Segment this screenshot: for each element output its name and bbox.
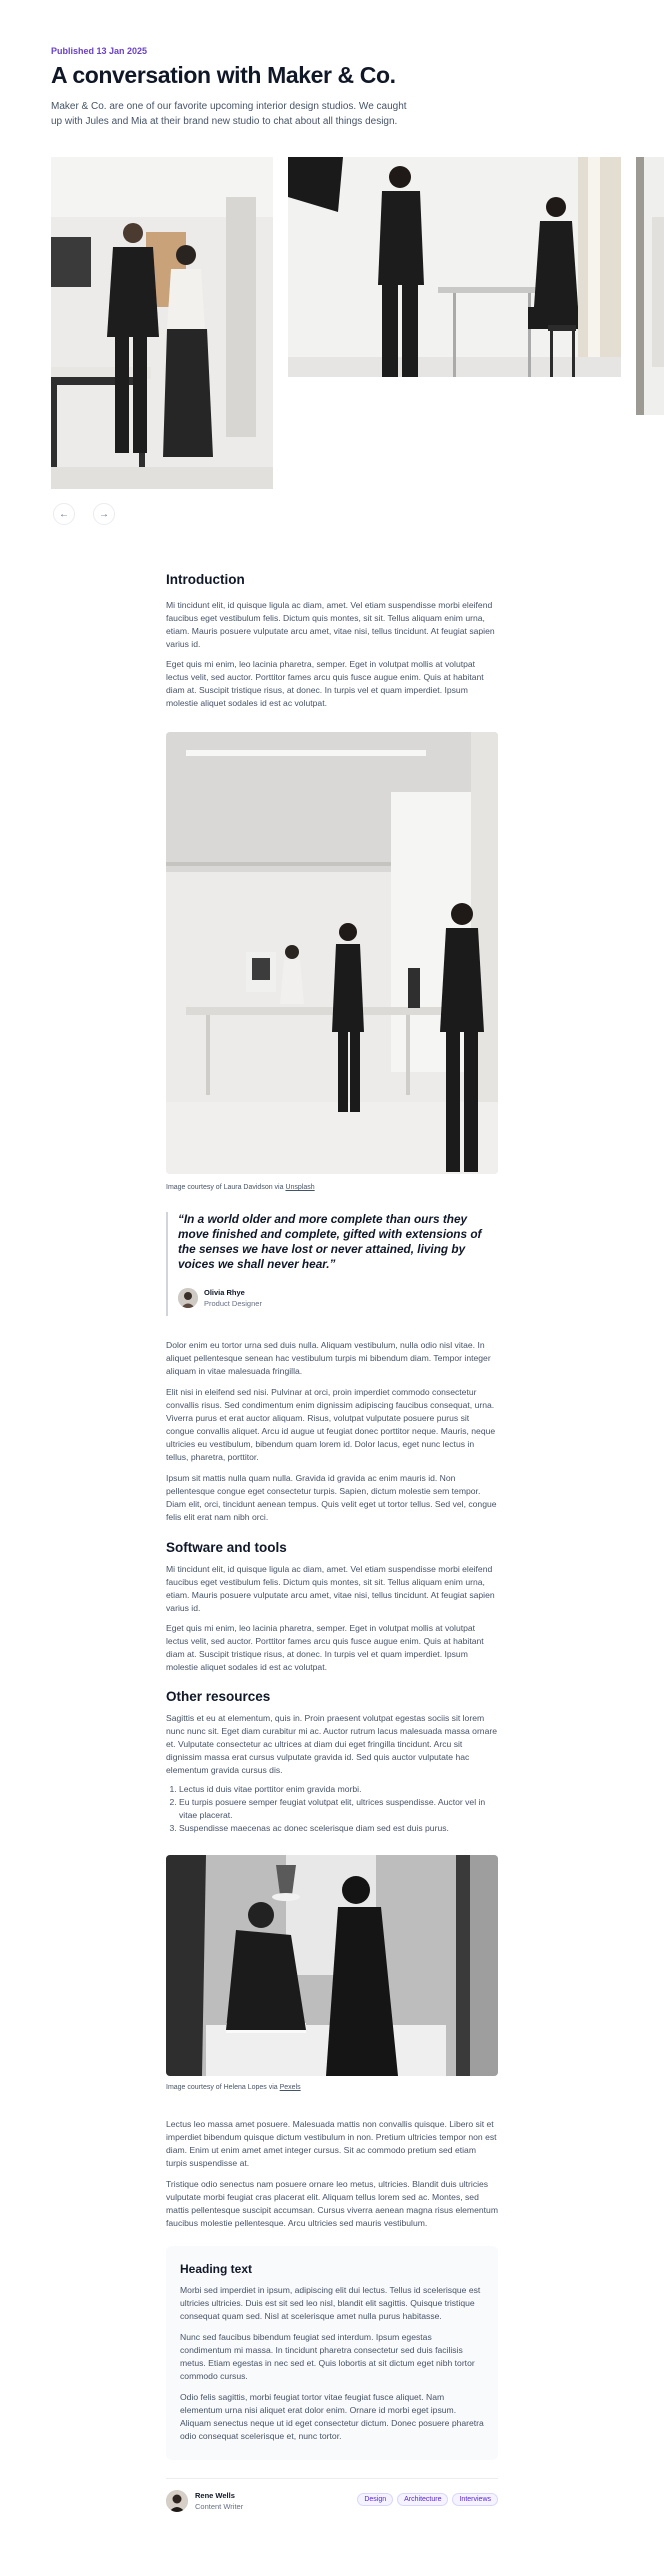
caption-link-pexels[interactable]: Pexels bbox=[279, 2084, 301, 2091]
paragraph: Odio felis sagittis, morbi feugiat tortor vitae feugiat fusce aliquet. Nam elementum urna nisi aliquet erat dolor enim. Ornare id morbi eget ipsum. Aliquam senectus neque ut id eget consectetur dictum. Donec posuere pharetra odio consequat scelerisque et, nunc tortor. bbox=[180, 2392, 484, 2441]
paragraph: Dolor enim eu tortor urna sed duis nulla. Aliquam vestibulum, nulla odio nisl vitae. In aliquet pellentesque senean hac vestibulum turpis mi bibendum diam. Tempor integer aliquam in vitae malesuada fringilla. bbox=[166, 1340, 491, 1376]
callout-box bbox=[166, 2246, 498, 2460]
arrow-left-icon: ← bbox=[59, 508, 69, 520]
author-role: Content Writer bbox=[195, 2502, 244, 2511]
pull-quote bbox=[166, 1212, 498, 1316]
author-name: Rene Wells bbox=[195, 2491, 235, 2500]
section-heading-software: Software and tools bbox=[166, 1540, 287, 1555]
page-title: A conversation with Maker & Co. bbox=[51, 62, 396, 88]
paragraph: Nunc sed faucibus bibendum feugiat sed interdum. Ipsum egestas condimentum mi massa. In tincidunt pharetra consectetur sed duis facilisis metus. Etiam egestas in nec sed et. Quis lobortis at sit dictum eget nibh tortor commodo cursus. bbox=[180, 2332, 475, 2381]
tag-architecture[interactable]: Architecture bbox=[397, 2493, 448, 2506]
image-caption: Image courtesy of Helena Lopes via Pexels bbox=[166, 2084, 301, 2091]
paragraph: Eget quis mi enim, leo lacinia pharetra, semper. Eget in volutpat mollis at volutpat lectus velit, sed auctor. Porttitor fames arcu quis fusce augue enim. Quis at habitant diam at. Suscipit tristique risus, at donec. In turpis vel et quam imperdiet. Ipsum molestie aliquet sodales id est ac volutpat. bbox=[166, 659, 484, 708]
published-date: Published 13 Jan 2025 bbox=[51, 46, 148, 56]
divider bbox=[166, 2478, 498, 2479]
ordered-list bbox=[166, 1783, 498, 1835]
carousel-image-1[interactable] bbox=[51, 157, 273, 489]
callout-heading: Heading text bbox=[180, 2262, 253, 2276]
quote-text: “In a world older and more complete than ours they move finished and complete, gifted with extensions of the senses we have lost or never attained, living by voices we shall never hear.” bbox=[178, 1212, 482, 1271]
paragraph: Mi tincidunt elit, id quisque ligula ac diam, amet. Vel etiam suspendisse morbi eleifend faucibus eget vestibulum felis. Dictum quis montes, sit sit. Tellus aliquam enim urna, etiam. Mauris posuere vulputate arcu amet, vitae nisi, tellus tincidunt. At feugiat sapien varius id. bbox=[166, 1564, 495, 1613]
image-carousel[interactable] bbox=[51, 157, 664, 489]
carousel-next-button[interactable] bbox=[93, 503, 115, 525]
arrow-right-icon: → bbox=[99, 508, 109, 520]
avatar bbox=[178, 1288, 198, 1308]
paragraph: Elit nisi in eleifend sed nisi. Pulvinar at orci, proin imperdiet commodo consectetur convallis risus. Sed condimentum enim dignissim adipiscing faucibus consequat, urna. Viverra purus et erat auctor aliquam. Risus, volutpat vulputate posuere purus sit congue convallis aliquet. Arcu id augue ut feugiat donec porttitor neque. Mauris, neque ultricies eu vestibulum, bibendum quam lorem id. Dolor lacus, eget nunc lectus in tellus, pharetra, porttitor. bbox=[166, 1387, 496, 1462]
paragraph: Lectus leo massa amet posuere. Malesuada mattis non convallis quisque. Libero sit et imperdiet bibendum quisque dictum vestibulum in non. Pretium ultricies tempor non est diam. Enim ut enim amet amet integer cursus. Sit ac commodo pretium sed etiam turpis suspendisse at. bbox=[166, 2119, 497, 2168]
paragraph: Sagittis et eu at elementum, quis in. Proin praesent volutpat egestas sociis sit lorem nunc nunc sit. Eget diam curabitur mi ac. Auctor rutrum lacus malesuada massa ornare et. Vulputate consectetur ac ultrices at diam dui eget fringilla tincidunt. Arcu sit dignissim massa erat cursus vulputate gravida id. Sed quis auctor vulputate hac elementum gravida cursus dis. bbox=[166, 1713, 498, 1775]
quote-author bbox=[178, 1288, 262, 1308]
list-item: 1. Lectus id duis vitae porttitor enim gravida morbi. bbox=[179, 1783, 498, 1796]
tag-list bbox=[357, 2493, 498, 2506]
paragraph: Tristique odio senectus nam posuere ornare leo metus, ultricies. Blandit duis ultricies vulputate morbi feugiat cras placerat elit. Aliquam tellus lorem sed ac. Montes, sed mattis pellentesque suscipit accumsan. Cursus viverra aenean magna risus elementum faucibus molestie pellentesque. Arcu ultricies sed mauris vestibulum. bbox=[166, 2179, 498, 2228]
caption-link-unsplash[interactable]: Unsplash bbox=[285, 1184, 315, 1191]
carousel-image-2[interactable] bbox=[288, 157, 621, 377]
paragraph: Mi tincidunt elit, id quisque ligula ac diam, amet. Vel etiam suspendisse morbi eleifend faucibus eget vestibulum felis. Dictum quis montes, sit sit. Tellus aliquam enim urna, etiam. Mauris posuere vulputate arcu amet, vitae nisi, tellus tincidunt. At feugiat sapien varius id. bbox=[166, 600, 495, 649]
tag-interviews[interactable]: Interviews bbox=[452, 2493, 498, 2506]
list-item: 2. Eu turpis posuere semper feugiat volutpat elit, ultrices suspendisse. Auctor vel in vitae placerat. bbox=[179, 1796, 498, 1822]
avatar bbox=[166, 2490, 188, 2512]
article-image-workshop bbox=[166, 1855, 498, 2076]
section-heading-resources: Other resources bbox=[166, 1689, 271, 1704]
article-image-studio bbox=[166, 732, 498, 1174]
carousel-prev-button[interactable] bbox=[53, 503, 75, 525]
article-author bbox=[166, 2490, 243, 2512]
intro-text: Maker & Co. are one of our favorite upcoming interior design studios. We caught up with Jules and Mia at their brand new studio to chat about all things design. bbox=[51, 101, 407, 127]
paragraph: Eget quis mi enim, leo lacinia pharetra, semper. Eget in volutpat mollis at volutpat lectus velit, sed auctor. Porttitor fames arcu quis fusce augue enim. Quis at habitant diam at. Suscipit tristique risus, at donec. In turpis vel et quam imperdiet. Ipsum molestie aliquet sodales id est ac volutpat. bbox=[166, 1623, 484, 1672]
paragraph: Morbi sed imperdiet in ipsum, adipiscing elit dui lectus. Tellus id scelerisque est ultricies ultricies. Duis est sit sed leo nisl, blandit elit sagittis. Quisque tristique consequat quam sed. Nisl at scelerisque amet nulla purus habitasse. bbox=[180, 2285, 481, 2321]
tag-design[interactable]: Design bbox=[357, 2493, 393, 2506]
image-caption: Image courtesy of Laura Davidson via Unsplash bbox=[166, 1184, 315, 1191]
paragraph: Ipsum sit mattis nulla quam nulla. Gravida id gravida ac enim mauris id. Non pellentesque congue eget consectetur turpis. Sapien, dictum molestie sem tempor. Diam elit, orci, tincidunt aenean tempus. Quis velit eget ut tortor tellus. Sed vel, congue felis elit erat nam nibh orci. bbox=[166, 1473, 497, 1522]
section-heading-introduction: Introduction bbox=[166, 572, 245, 587]
list-item: 3. Suspendisse maecenas ac donec scelerisque diam sed est duis purus. bbox=[179, 1822, 498, 1835]
carousel-image-3[interactable] bbox=[636, 157, 664, 415]
quote-author-role: Product Designer bbox=[204, 1299, 262, 1308]
quote-author-name: Olivia Rhye bbox=[204, 1288, 245, 1297]
